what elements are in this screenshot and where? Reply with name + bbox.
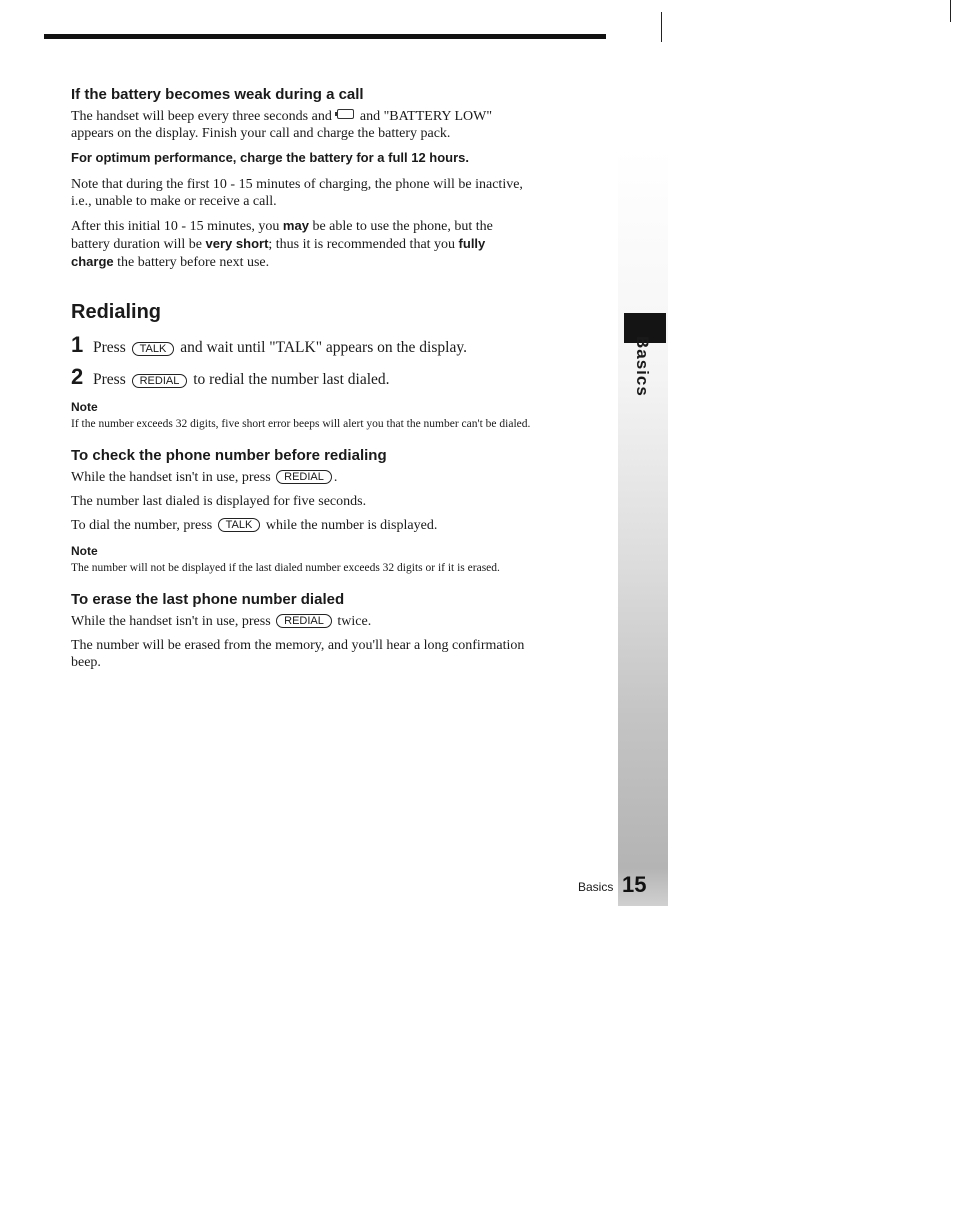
note-text: If the number exceeds 32 digits, five short error beeps will alert you that the number can't be dialed. xyxy=(71,418,531,430)
battery-paragraph: The handset will beep every three seconds and and "BATTERY LOW" appears on the display. Finish your call and charge the battery pack. xyxy=(71,109,493,141)
charging-paragraph: Note that during the first 10 - 15 minutes of charging, the phone will be inactive, i.e., unable to make or receive a call. xyxy=(71,177,523,209)
section-title: Redialing xyxy=(71,301,162,323)
page-number: 15 xyxy=(622,872,647,897)
erase-line-2: The number will be erased from the memory, and you'll hear a long confirmation beep. xyxy=(71,638,525,670)
note-label: Note xyxy=(71,400,98,414)
charge-note: For optimum performance, charge the battery for a full 12 hours. xyxy=(71,150,470,165)
talk-key: TALK xyxy=(132,342,175,356)
crop-mark xyxy=(661,12,662,42)
check-line-1: While the handset isn't in use, press REDIAL . xyxy=(71,470,338,485)
battery-heading: If the battery becomes weak during a call xyxy=(71,86,364,103)
note-label: Note xyxy=(71,544,98,558)
redial-key: REDIAL xyxy=(276,470,332,484)
note-text: The number will not be displayed if the last dialed number exceeds 32 digits or if it is erased. xyxy=(71,562,500,574)
after-charging-paragraph: After this initial 10 - 15 minutes, you may be able to use the phone, but the battery duration will be very short; thus it is recommended that you fully charge the battery before next use. xyxy=(71,218,493,270)
check-line-2: The number last dialed is displayed for five seconds. xyxy=(71,494,367,509)
redial-key: REDIAL xyxy=(132,374,188,388)
battery-low-icon xyxy=(337,109,354,119)
redial-key: REDIAL xyxy=(276,614,332,628)
crop-mark xyxy=(950,0,951,22)
talk-key: TALK xyxy=(218,518,261,532)
page-content xyxy=(71,86,531,678)
step-1: 1 Press TALK and wait until "TALK" appears on the display. xyxy=(71,332,467,357)
check-line-3: To dial the number, press TALK while the number is displayed. xyxy=(71,518,438,533)
side-tab-strip xyxy=(618,150,668,906)
erase-heading: To erase the last phone number dialed xyxy=(71,591,345,608)
check-heading: To check the phone number before redialing xyxy=(71,447,387,464)
step-2: 2 Press REDIAL to redial the number last dialed. xyxy=(71,364,390,389)
erase-line-1: While the handset isn't in use, press REDIAL twice. xyxy=(71,614,372,629)
side-tab-label: Basics xyxy=(633,336,652,397)
top-rule xyxy=(44,34,606,39)
footer-section-label: Basics xyxy=(578,880,614,894)
